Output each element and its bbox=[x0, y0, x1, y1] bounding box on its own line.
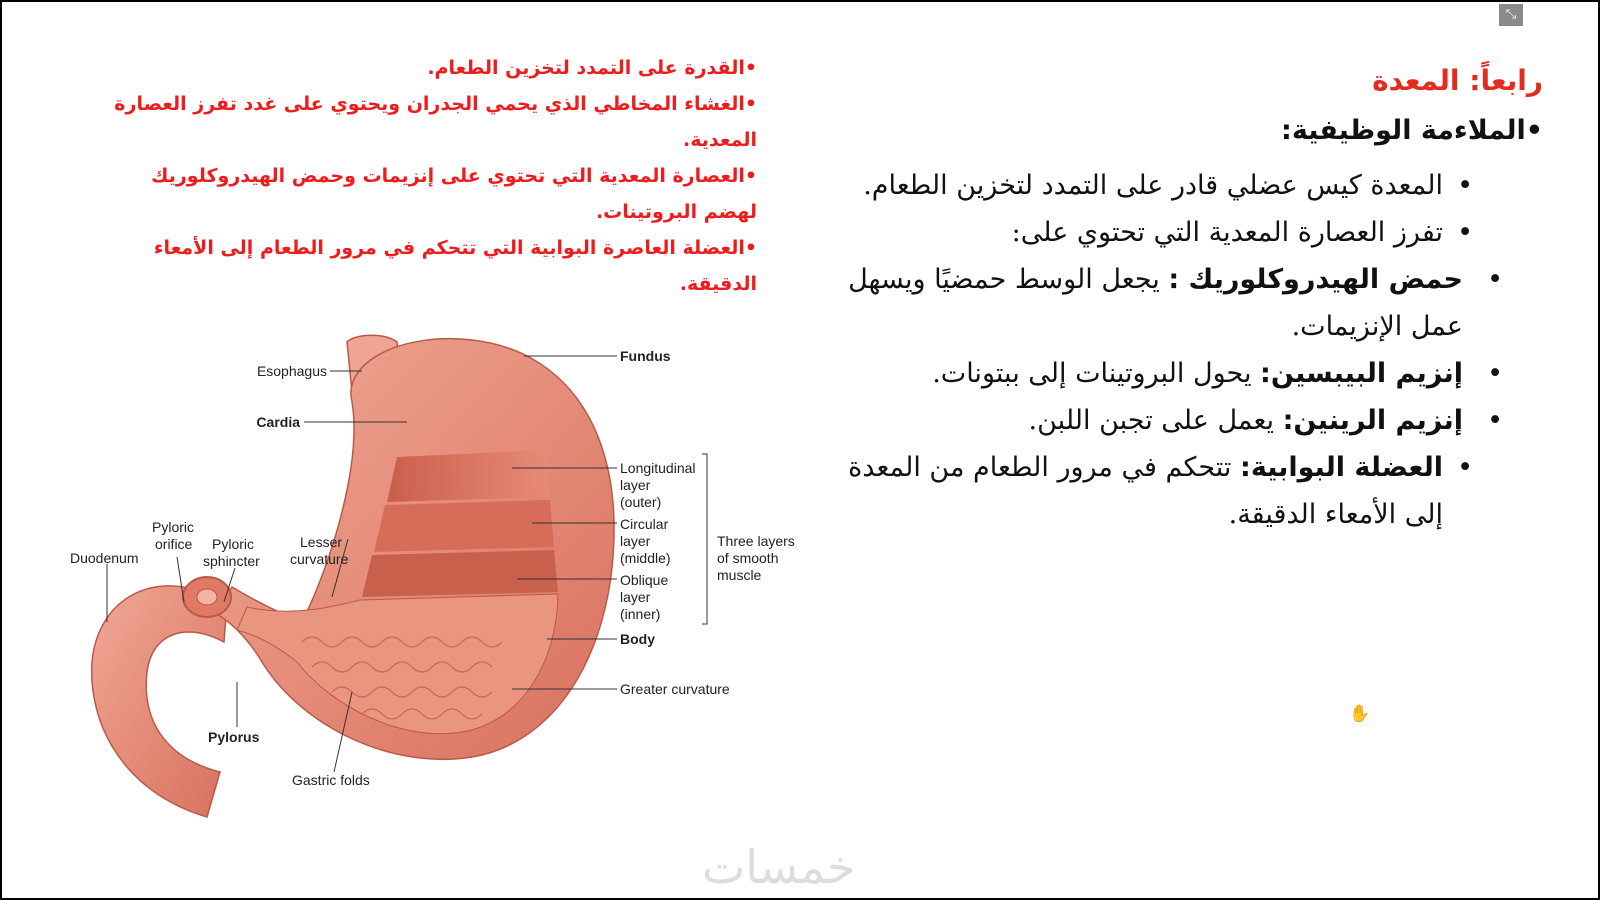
label-gastric-folds: Gastric folds bbox=[292, 772, 370, 788]
red-note: •القدرة على التمدد لتخزين الطعام. bbox=[427, 57, 757, 79]
oblique-layer-shape bbox=[362, 550, 558, 597]
label-esophagus: Esophagus bbox=[256, 363, 327, 379]
section-heading: •الملاءمة الوظيفية: bbox=[1281, 115, 1543, 146]
longitudinal-layer-shape bbox=[387, 450, 550, 502]
hand-cursor-icon: ✋ bbox=[1349, 704, 1371, 724]
label-cardia: Cardia bbox=[256, 414, 300, 430]
label-greater-curvature: Greater curvature bbox=[620, 681, 730, 697]
label-pyloric-orifice: Pyloric orifice bbox=[152, 519, 195, 552]
stomach-diagram bbox=[62, 322, 822, 822]
slide-title: رابعاً: المعدة bbox=[1372, 64, 1543, 97]
red-note: •العصارة المعدية التي تحتوي على إنزيمات وحمض الهيدروكلوريك لهضم البروتينات. bbox=[151, 165, 757, 223]
sub-bullet-pepsin: • إنزيم البيبسين: يحول البروتينات إلى ببتونات. bbox=[813, 350, 1503, 397]
label-duodenum: Duodenum bbox=[70, 550, 139, 566]
sub-bullet-rennin: • إنزيم الرينين: يعمل على تجبن اللبن. bbox=[813, 397, 1503, 444]
duodenum-shape bbox=[92, 586, 227, 817]
bullet-storage: • المعدة كيس عضلي قادر على التمدد لتخزين الطعام. bbox=[813, 162, 1473, 209]
red-note: •الغشاء المخاطي الذي يحمي الجدران ويحتوي على غدد تفرز العصارة المعدية. bbox=[114, 93, 757, 151]
bullet-gastric-juice: • تفرز العصارة المعدية التي تحتوي على: bbox=[813, 209, 1473, 256]
label-pylorus: Pylorus bbox=[208, 729, 260, 745]
circular-layer-shape bbox=[374, 500, 554, 552]
main-bullets bbox=[813, 162, 1473, 538]
watermark-logo: خمسات bbox=[702, 840, 856, 894]
label-three-layers: Three layers of smooth muscle bbox=[717, 533, 795, 583]
label-oblique: Oblique layer (inner) bbox=[620, 572, 669, 622]
exit-fullscreen-icon[interactable]: ⤡ bbox=[1499, 4, 1523, 26]
sub-bullet-hcl: • حمض الهيدروكلوريك : يجعل الوسط حمضيًا ويسهل عمل الإنزيمات. bbox=[813, 256, 1503, 350]
label-pyloric-sphincter: Pyloric sphincter bbox=[203, 536, 260, 569]
label-fundus: Fundus bbox=[620, 348, 671, 364]
label-lesser-curvature: Lesser curvature bbox=[290, 534, 349, 567]
bullet-pyloric-muscle: • العضلة البوابية: تتحكم في مرور الطعام من المعدة إلى الأمعاء الدقيقة. bbox=[813, 444, 1473, 538]
label-longitudinal: Longitudinal layer (outer) bbox=[620, 460, 696, 510]
label-body: Body bbox=[620, 631, 655, 647]
red-notes bbox=[102, 50, 757, 302]
label-circular: Circular layer (middle) bbox=[620, 516, 671, 566]
red-note: •العضلة العاصرة البوابية التي تتحكم في مرور الطعام إلى الأمعاء الدقيقة. bbox=[153, 237, 757, 295]
